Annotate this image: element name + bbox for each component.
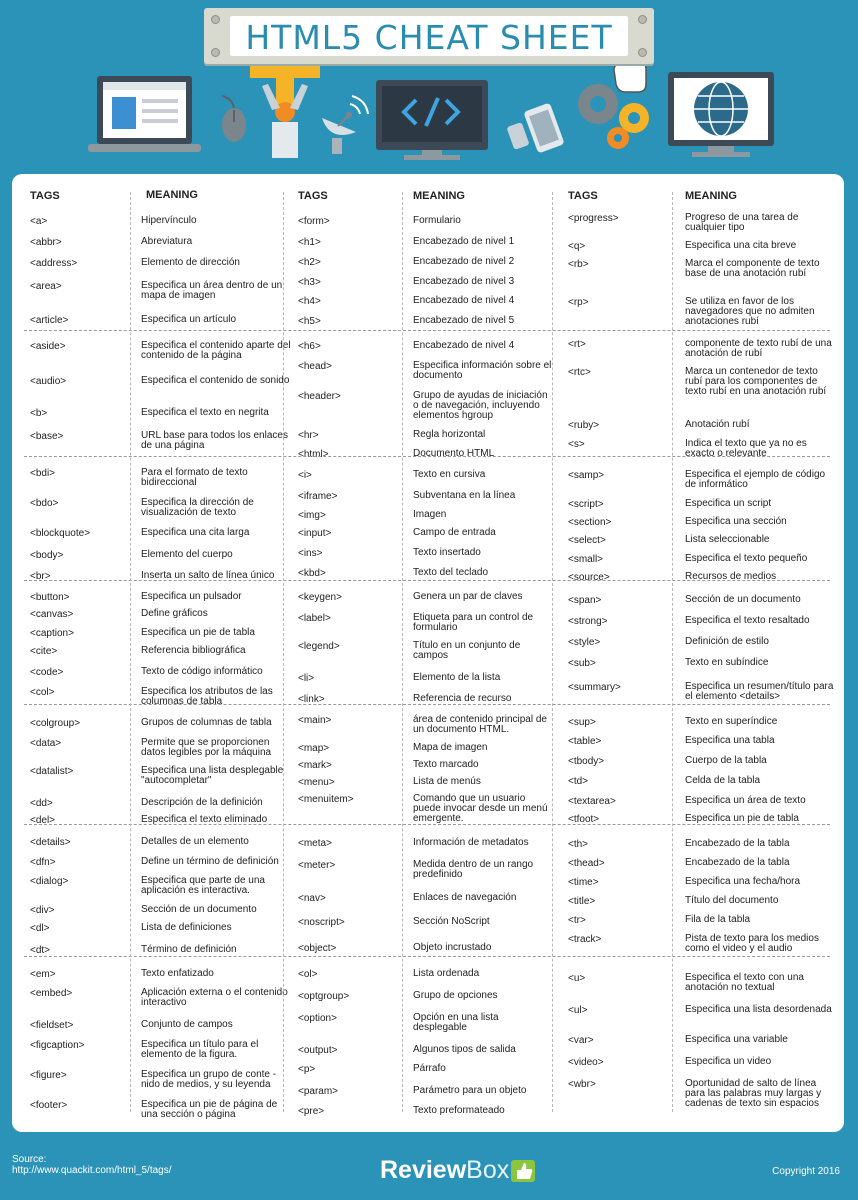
tag-meaning: Texto en subíndice bbox=[685, 657, 769, 668]
tag-meaning: Marca el componente de texto base de una anotación rubí bbox=[685, 258, 820, 279]
tag-meaning: Especifica una lista desordenada bbox=[685, 1004, 832, 1015]
tag-meaning: Texto de código informático bbox=[141, 666, 263, 677]
tag-meaning: Encabezado de nivel 2 bbox=[413, 256, 515, 267]
tag-meaning: Encabezado de nivel 3 bbox=[413, 276, 515, 287]
tag-name: <img> bbox=[298, 510, 326, 521]
tag-name: <track> bbox=[568, 934, 602, 945]
tag-name: <i> bbox=[298, 470, 312, 481]
tag-meaning: Texto en superíndice bbox=[685, 716, 778, 727]
tag-name: <h2> bbox=[298, 257, 321, 268]
tag-name: <main> bbox=[298, 715, 332, 726]
tag-name: <style> bbox=[568, 637, 601, 648]
tag-name: <body> bbox=[30, 550, 64, 561]
tag-name: <kbd> bbox=[298, 568, 326, 579]
tag-name: <br> bbox=[30, 571, 51, 582]
tag-meaning: Opción en una lista desplegable bbox=[413, 1012, 499, 1033]
cheat-sheet-panel bbox=[12, 174, 844, 1132]
screw-icon bbox=[638, 48, 647, 57]
tag-meaning: Encabezado de la tabla bbox=[685, 838, 790, 849]
tag-meaning: Abreviatura bbox=[141, 236, 193, 247]
tag-name: <a> bbox=[30, 216, 48, 227]
tag-name: <s> bbox=[568, 439, 585, 450]
tag-name: <nav> bbox=[298, 893, 326, 904]
tag-name: <rtc> bbox=[568, 367, 591, 378]
tag-meaning: Especifica una cita breve bbox=[685, 240, 797, 251]
tag-name: <blockquote> bbox=[30, 528, 91, 539]
tag-meaning: Especifica un resumen/título para el elemento <details> bbox=[685, 681, 834, 702]
tag-meaning: Progreso de una tarea de cualquier tipo bbox=[685, 212, 799, 233]
tag-name: <script> bbox=[568, 499, 604, 510]
thumbs-up-icon bbox=[511, 1160, 535, 1182]
tag-meaning: Se utiliza en favor de los navegadores que no admiten anotaciones rubí bbox=[685, 296, 815, 327]
tag-name: <rb> bbox=[568, 259, 589, 270]
tag-meaning: Término de definición bbox=[141, 944, 237, 955]
tag-meaning: Especifica el contenido de sonido bbox=[141, 375, 290, 386]
tag-meaning: Título del documento bbox=[685, 895, 779, 906]
section-divider bbox=[24, 330, 830, 331]
screw-icon bbox=[638, 15, 647, 24]
tag-name: <tbody> bbox=[568, 756, 605, 767]
tag-name: <tfoot> bbox=[568, 814, 600, 825]
tag-name: <legend> bbox=[298, 641, 340, 652]
tag-meaning: Imagen bbox=[413, 509, 447, 520]
column-divider bbox=[552, 192, 553, 1112]
tag-name: <select> bbox=[568, 535, 606, 546]
tag-name: <link> bbox=[298, 694, 325, 705]
tag-meaning: Especifica el ejemplo de código de informático bbox=[685, 469, 826, 490]
tag-meaning: Sección NoScript bbox=[413, 916, 490, 927]
tag-name: <ul> bbox=[568, 1005, 588, 1016]
tag-name: <summary> bbox=[568, 682, 621, 693]
section-divider bbox=[24, 704, 830, 705]
tag-meaning: Detalles de un elemento bbox=[141, 836, 249, 847]
tag-name: <tr> bbox=[568, 915, 586, 926]
tag-meaning: componente de texto rubí de una anotación de rubí bbox=[685, 338, 832, 359]
meaning-header: MEANING bbox=[685, 190, 737, 202]
tag-meaning: Especifica una tabla bbox=[685, 735, 775, 746]
meaning-header: MEANING bbox=[413, 190, 465, 202]
tag-name: <li> bbox=[298, 673, 315, 684]
tag-meaning: Especifica un video bbox=[685, 1056, 772, 1067]
tag-name: <small> bbox=[568, 554, 604, 565]
tag-meaning: Sección de un documento bbox=[141, 904, 257, 915]
tag-name: <meta> bbox=[298, 838, 332, 849]
tag-name: <optgroup> bbox=[298, 991, 350, 1002]
title-plate bbox=[230, 16, 628, 56]
tag-name: <title> bbox=[568, 896, 596, 907]
tag-name: <head> bbox=[298, 361, 332, 372]
tag-meaning: Regla horizontal bbox=[413, 429, 486, 440]
tag-meaning: Especifica un artículo bbox=[141, 314, 237, 325]
tag-name: <header> bbox=[298, 391, 341, 402]
tag-name: <menu> bbox=[298, 777, 335, 788]
tag-meaning: Anotación rubí bbox=[685, 419, 750, 430]
tag-meaning: Algunos tipos de salida bbox=[413, 1044, 516, 1055]
tag-name: <rt> bbox=[568, 339, 586, 350]
tag-meaning: Cuerpo de la tabla bbox=[685, 755, 767, 766]
source-url: http://www.quackit.com/html_5/tags/ bbox=[12, 1165, 172, 1176]
section-divider bbox=[24, 956, 830, 957]
tag-name: <base> bbox=[30, 431, 64, 442]
tag-meaning: Celda de la tabla bbox=[685, 775, 761, 786]
tag-name: <area> bbox=[30, 281, 62, 292]
tag-name: <canvas> bbox=[30, 609, 74, 620]
tag-meaning: Texto preformateado bbox=[413, 1105, 505, 1116]
tag-meaning: Lista seleccionable bbox=[685, 534, 770, 545]
tag-name: <div> bbox=[30, 905, 55, 916]
tag-meaning: Encabezado de nivel 1 bbox=[413, 236, 515, 247]
tag-name: <menuitem> bbox=[298, 794, 354, 805]
tag-name: <iframe> bbox=[298, 491, 338, 502]
tag-meaning: Especifica un área dentro de un mapa de imagen bbox=[141, 280, 283, 301]
tag-name: <cite> bbox=[30, 646, 58, 657]
header-illustration bbox=[0, 0, 858, 160]
tag-meaning: Medida dentro de un rango predefinido bbox=[413, 859, 534, 880]
tag-name: <q> bbox=[568, 241, 586, 252]
tag-meaning: Define un término de definición bbox=[141, 856, 279, 867]
tag-name: <video> bbox=[568, 1057, 604, 1068]
tag-meaning: Especifica un grupo de conte -nido de medios, y su leyenda bbox=[141, 1069, 277, 1090]
column-divider bbox=[672, 192, 673, 1112]
tag-meaning: Especifica un pie de tabla bbox=[141, 627, 255, 638]
tag-meaning: Referencia bibliográfica bbox=[141, 645, 246, 656]
screw-icon bbox=[211, 48, 220, 57]
tag-meaning: Pista de texto para los medios como el video y el audio bbox=[685, 933, 819, 954]
brand-logo bbox=[380, 1156, 535, 1186]
tag-name: <samp> bbox=[568, 470, 605, 481]
tag-name: <h1> bbox=[298, 237, 321, 248]
tag-name: <strong> bbox=[568, 616, 608, 627]
tag-meaning: Información de metadatos bbox=[413, 837, 529, 848]
tag-name: <colgroup> bbox=[30, 718, 81, 729]
tag-meaning: Texto marcado bbox=[413, 759, 479, 770]
tag-meaning: Lista ordenada bbox=[413, 968, 480, 979]
source-credit bbox=[12, 1154, 172, 1176]
satellite-dish-icon bbox=[322, 96, 368, 154]
tag-name: <meter> bbox=[298, 860, 336, 871]
copyright: Copyright 2016 bbox=[772, 1166, 840, 1177]
tag-meaning: Especifica una variable bbox=[685, 1034, 788, 1045]
tag-name: <label> bbox=[298, 613, 331, 624]
tag-name: <address> bbox=[30, 258, 78, 269]
tag-meaning: URL base para todos los enlaces de una página bbox=[141, 430, 288, 451]
tag-name: <details> bbox=[30, 837, 71, 848]
tag-meaning: Especifica una fecha/hora bbox=[685, 876, 801, 887]
tag-name: <dl> bbox=[30, 923, 50, 934]
tag-meaning: Especifica que parte de una aplicación es interactiva. bbox=[141, 875, 265, 896]
tag-meaning: Mapa de imagen bbox=[413, 742, 488, 753]
section-divider bbox=[24, 824, 830, 825]
tag-meaning: Especifica el contenido aparte del contenido de la página bbox=[141, 340, 291, 361]
tag-meaning: Recursos de medios bbox=[685, 571, 777, 582]
tag-name: <rp> bbox=[568, 297, 589, 308]
tag-meaning: Conjunto de campos bbox=[141, 1019, 233, 1030]
tag-meaning: Texto insertado bbox=[413, 547, 481, 558]
tag-name: <footer> bbox=[30, 1100, 68, 1111]
tag-name: <bdi> bbox=[30, 468, 56, 479]
tag-name: <dfn> bbox=[30, 857, 56, 868]
tag-meaning: Grupo de ayudas de iniciación o de navegación, incluyendo elementos hgroup bbox=[413, 390, 548, 421]
tag-name: <ins> bbox=[298, 548, 323, 559]
tag-meaning: Hipervínculo bbox=[141, 215, 197, 226]
tag-name: <h4> bbox=[298, 296, 321, 307]
tag-name: <span> bbox=[568, 595, 602, 606]
tag-name: <option> bbox=[298, 1013, 337, 1024]
tag-meaning: Descripción de la definición bbox=[141, 797, 263, 808]
tag-name: <object> bbox=[298, 943, 337, 954]
gears-icon bbox=[578, 84, 649, 149]
tag-meaning: Especifica un script bbox=[685, 498, 772, 509]
tag-meaning: Elemento de la lista bbox=[413, 672, 501, 683]
tag-meaning: Define gráficos bbox=[141, 608, 208, 619]
tag-name: <fieldset> bbox=[30, 1020, 74, 1031]
tag-name: <aside> bbox=[30, 341, 66, 352]
tag-name: <dt> bbox=[30, 945, 51, 956]
tag-name: <td> bbox=[568, 776, 589, 787]
tag-name: <h3> bbox=[298, 277, 321, 288]
tag-name: <param> bbox=[298, 1086, 339, 1097]
tag-name: <ol> bbox=[298, 969, 318, 980]
robot-arm-icon bbox=[250, 64, 320, 158]
tag-meaning: Inserta un salto de línea único bbox=[141, 570, 275, 581]
tag-meaning: Oportunidad de salto de línea para las palabras muy largas y cadenas de texto sin espacios bbox=[685, 1078, 822, 1109]
tag-meaning: Genera un par de claves bbox=[413, 591, 523, 602]
tag-name: <section> bbox=[568, 517, 612, 528]
tag-meaning: Formulario bbox=[413, 215, 461, 226]
tag-name: <hr> bbox=[298, 430, 319, 441]
section-divider bbox=[24, 456, 830, 457]
title-banner bbox=[204, 8, 654, 64]
tag-name: <embed> bbox=[30, 988, 73, 999]
source-label: Source: bbox=[12, 1154, 47, 1165]
tag-meaning: Especifica el texto resaltado bbox=[685, 615, 810, 626]
tag-name: <progress> bbox=[568, 213, 619, 224]
tag-meaning: Especifica el texto con una anotación no textual bbox=[685, 972, 804, 993]
tag-name: <h6> bbox=[298, 341, 321, 352]
tag-meaning: Texto enfatizado bbox=[141, 968, 214, 979]
tag-meaning: Texto en cursiva bbox=[413, 469, 486, 480]
tag-name: <keygen> bbox=[298, 592, 342, 603]
tag-name: <dd> bbox=[30, 798, 53, 809]
tag-meaning: Documento HTML bbox=[413, 448, 495, 459]
tag-name: <button> bbox=[30, 592, 70, 603]
tag-meaning: Especifica un pulsador bbox=[141, 591, 242, 602]
tag-name: <em> bbox=[30, 969, 56, 980]
tags-header: TAGS bbox=[568, 190, 598, 202]
tag-name: <caption> bbox=[30, 628, 74, 639]
tag-meaning: Especifica el texto pequeño bbox=[685, 553, 808, 564]
tag-name: <data> bbox=[30, 738, 62, 749]
page-title: HTML5 CHEAT SHEET bbox=[245, 18, 613, 57]
tag-meaning: Aplicación externa o el contenido interactivo bbox=[141, 987, 288, 1008]
tag-meaning: Grupo de opciones bbox=[413, 990, 498, 1001]
tag-meaning: Referencia de recurso bbox=[413, 693, 512, 704]
tag-name: <sub> bbox=[568, 658, 596, 669]
tag-meaning: Etiqueta para un control de formulario bbox=[413, 612, 534, 633]
tag-name: <form> bbox=[298, 216, 330, 227]
globe-monitor-icon bbox=[668, 72, 774, 157]
mouse-icon bbox=[222, 96, 246, 142]
tag-meaning: Objeto incrustado bbox=[413, 942, 492, 953]
tag-meaning: Párrafo bbox=[413, 1063, 446, 1074]
tag-name: <table> bbox=[568, 736, 602, 747]
tag-meaning: Especifica el texto en negrita bbox=[141, 407, 269, 418]
tag-meaning: Comando que un usuario puede invocar desde un menú emergente. bbox=[413, 793, 548, 824]
tag-name: <article> bbox=[30, 315, 69, 326]
tag-meaning: Para el formato de texto bidireccional bbox=[141, 467, 248, 488]
tag-meaning: Especifica una cita larga bbox=[141, 527, 250, 538]
tag-name: <col> bbox=[30, 687, 55, 698]
tag-meaning: Encabezado de nivel 4 bbox=[413, 340, 515, 351]
tag-name: <mark> bbox=[298, 760, 332, 771]
tag-meaning: Especifica un pie de tabla bbox=[685, 813, 799, 824]
tag-name: <map> bbox=[298, 743, 330, 754]
tag-name: <del> bbox=[30, 815, 56, 826]
tag-meaning: Definición de estilo bbox=[685, 636, 769, 647]
tag-meaning: Especifica el texto eliminado bbox=[141, 814, 268, 825]
tag-name: <h5> bbox=[298, 316, 321, 327]
tag-meaning: Sección de un documento bbox=[685, 594, 801, 605]
tag-meaning: Especifica una sección bbox=[685, 516, 787, 527]
tag-name: <bdo> bbox=[30, 498, 59, 509]
tag-meaning: Título en un conjunto de campos bbox=[413, 640, 521, 661]
smartphone-icon bbox=[506, 103, 564, 154]
tag-meaning: Campo de entrada bbox=[413, 527, 496, 538]
tag-name: <noscript> bbox=[298, 917, 345, 928]
tag-meaning: Fila de la tabla bbox=[685, 914, 751, 925]
column-divider bbox=[130, 192, 131, 1112]
tag-meaning: Lista de definiciones bbox=[141, 922, 232, 933]
tag-name: <textarea> bbox=[568, 796, 616, 807]
tag-name: <datalist> bbox=[30, 766, 74, 777]
section-divider bbox=[24, 580, 830, 581]
tag-name: <abbr> bbox=[30, 237, 62, 248]
tag-name: <var> bbox=[568, 1035, 594, 1046]
tag-meaning: Especifica un título para el elemento de la figura. bbox=[141, 1039, 259, 1060]
tag-name: <source> bbox=[568, 572, 610, 583]
tag-meaning: Especifica los atributos de las columnas de tabla bbox=[141, 686, 273, 707]
screw-icon bbox=[211, 15, 220, 24]
tag-name: <u> bbox=[568, 973, 586, 984]
tag-meaning: Encabezado de nivel 5 bbox=[413, 315, 515, 326]
tag-meaning: Permite que se proporcionen datos legibles por la máquina bbox=[141, 737, 272, 758]
tag-meaning: Especifica información sobre el documento bbox=[413, 360, 552, 381]
tag-meaning: Parámetro para un objeto bbox=[413, 1085, 527, 1096]
tag-meaning: área de contenido principal de un documento HTML. bbox=[413, 714, 547, 735]
tag-name: <input> bbox=[298, 528, 332, 539]
tag-meaning: Encabezado de la tabla bbox=[685, 857, 790, 868]
tag-meaning: Encabezado de nivel 4 bbox=[413, 295, 515, 306]
tag-name: <time> bbox=[568, 877, 599, 888]
tag-name: <p> bbox=[298, 1064, 316, 1075]
tag-meaning: Subventana en la línea bbox=[413, 490, 516, 501]
tag-name: <code> bbox=[30, 667, 64, 678]
tag-meaning: Indica el texto que ya no es exacto o relevante bbox=[685, 438, 807, 459]
meaning-header: MEANING bbox=[146, 189, 198, 201]
tag-name: <ruby> bbox=[568, 420, 600, 431]
tag-meaning: Enlaces de navegación bbox=[413, 892, 517, 903]
tags-header: TAGS bbox=[298, 190, 328, 202]
tag-meaning: Lista de menús bbox=[413, 776, 481, 787]
column-divider bbox=[402, 192, 403, 1112]
tag-meaning: Marca un contenedor de texto rubí para los componentes de texto rubí en una anotación rubí bbox=[685, 366, 827, 397]
tag-name: <audio> bbox=[30, 376, 67, 387]
tag-name: <thead> bbox=[568, 858, 605, 869]
tags-header: TAGS bbox=[30, 190, 60, 202]
tag-meaning: Especifica un pie de página de una sección o página bbox=[141, 1099, 278, 1120]
tag-name: <wbr> bbox=[568, 1079, 596, 1090]
tag-name: <b> bbox=[30, 408, 48, 419]
tag-meaning: Especifica un área de texto bbox=[685, 795, 806, 806]
tag-name: <html> bbox=[298, 449, 329, 460]
brand-review: Review bbox=[380, 1156, 467, 1184]
tag-meaning: Especifica una lista desplegable "autocompletar" bbox=[141, 765, 284, 786]
tag-meaning: Texto del teclado bbox=[413, 567, 489, 578]
code-monitor-icon bbox=[376, 80, 488, 160]
tag-name: <sup> bbox=[568, 717, 596, 728]
tag-meaning: Especifica la dirección de visualización de texto bbox=[141, 497, 254, 518]
brand-box: Box bbox=[466, 1156, 510, 1184]
tag-name: <figure> bbox=[30, 1070, 67, 1081]
tag-name: <dialog> bbox=[30, 876, 69, 887]
tag-name: <figcaption> bbox=[30, 1040, 85, 1051]
tag-meaning: Grupos de columnas de tabla bbox=[141, 717, 272, 728]
tag-name: <pre> bbox=[298, 1106, 325, 1117]
column-divider bbox=[283, 192, 284, 1112]
tag-name: <output> bbox=[298, 1045, 338, 1056]
tag-meaning: Elemento del cuerpo bbox=[141, 549, 233, 560]
laptop-icon bbox=[88, 76, 201, 152]
tag-name: <th> bbox=[568, 839, 589, 850]
footer bbox=[0, 1142, 858, 1200]
tag-meaning: Elemento de dirección bbox=[141, 257, 240, 268]
